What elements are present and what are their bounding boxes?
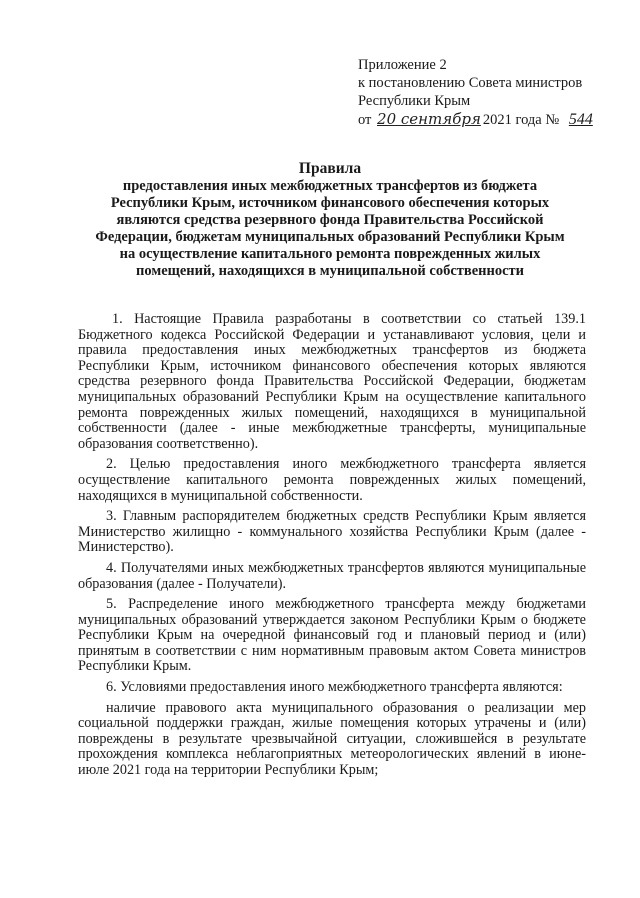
paragraph-6-condition: наличие правового акта муниципального образования о реализации мер социальной поддержки граждан, жилые помещения которых утрачены и (или) повреждены в результате чрезвычайной ситуации, сложившейся в результате прохождения комплекса неблагоприятных метеорологических явлений в июне-июле 2021 года на территории Республики Крым; — [78, 699, 586, 779]
title-heading: Правила — [298, 160, 362, 177]
title-line: на осуществление капитального ремонта поврежденных жилых — [119, 246, 541, 262]
paragraph-3: 3. Главным распорядителем бюджетных средств Республики Крым является Министерство жилищно - коммунального хозяйства Республики Крым (далее - Министерство). — [78, 508, 586, 556]
handwritten-number: 544 — [568, 111, 593, 128]
document-title — [80, 160, 580, 280]
paragraph-2: 2. Целью предоставления иного межбюджетного трансферта является осуществление капитального ремонта поврежденных жилых помещений, находящихся в муниципальной собственности. — [78, 456, 586, 504]
title-line: помещений, находящихся в муниципальной собственности — [135, 263, 525, 279]
handwritten-date: 20 сентября — [377, 110, 481, 128]
paragraph-6: 6. Условиями предоставления иного межбюджетного трансферта являются: — [106, 679, 563, 696]
title-line: являются средства резервного фонда Правительства Российской — [116, 212, 544, 228]
appendix-line-1: Приложение 2 — [358, 57, 447, 73]
appendix-line-3: Республики Крым — [358, 93, 471, 109]
document-body — [78, 312, 586, 784]
date-prefix: от — [358, 112, 372, 128]
paragraph-5: 5. Распределение иного межбюджетного трансферта между бюджетами муниципальных образований утверждается законом Республики Крым о бюджете Республики Крым на очередной финансовый год и плановый период и (или) принятым в соответствии с ним нормативным правовым актом Совета министров Республики Крым. — [78, 596, 586, 675]
appendix-line-4 — [358, 110, 628, 129]
title-line: Республики Крым, источником финансового обеспечения которых — [110, 195, 550, 211]
appendix-block — [358, 56, 628, 129]
paragraph-4: 4. Получателями иных межбюджетных трансфертов являются муниципальные образования (далее - Получатели). — [78, 559, 586, 592]
title-line: предоставления иных межбюджетных трансфертов из бюджета — [122, 178, 538, 194]
title-line: Федерации, бюджетам муниципальных образований Республики Крым — [95, 229, 565, 245]
appendix-line-2: к постановлению Совета министров — [358, 75, 583, 91]
date-year-number-label: 2021 года № — [482, 112, 560, 128]
paragraph-1: 1. Настоящие Правила разработаны в соответствии со статьей 139.1 Бюджетного кодекса Российской Федерации и устанавливают условия, цели и правила предоставления иных межбюджетных трансфертов из бюджета Республики Крым, источником финансового обеспечения которых являются средства резервного фонда Правительства Российской Федерации, бюджетам муниципальных образований Республики Крым на осуществление капитального ремонта поврежденных жилых помещений, находящихся в муниципальной собственности (далее - иные межбюджетные трансферты, муниципальные образования соответственно). — [78, 311, 586, 452]
